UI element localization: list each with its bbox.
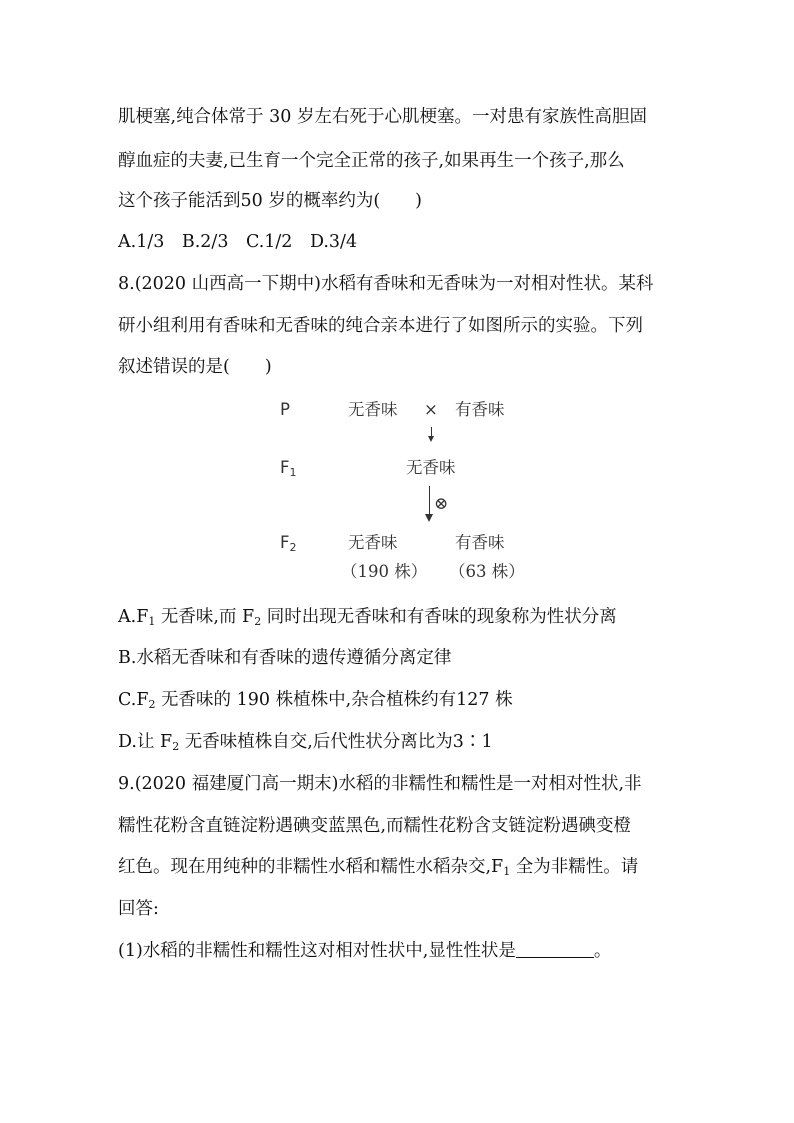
q9-subquestion-1: (1)水稻的非糯性和糯性这对相对性状中,显性性状是 。 [118,941,612,961]
cross-symbol: × [424,400,438,419]
p-parent-right: 有香味 [455,400,505,419]
q7-line-3: 这个孩子能活到50 岁的概率约为( ) [118,191,422,211]
arrow-p-to-f1-head [428,436,434,442]
answer-blank[interactable] [516,941,594,958]
arrow-f1-to-f2-shaft [429,486,430,516]
f2-left-count: （190 株） [341,562,428,581]
q9-line-1: 9.(2020 福建厦门高一期末)水稻的非糯性和糯性是一对相对性状,非 [118,774,642,794]
q8-line-3: 叙述错误的是( ) [118,357,272,377]
q9-line-2: 糯性花粉含直链淀粉遇碘变蓝黑色,而糯性花粉含支链淀粉遇碘变橙 [118,816,632,836]
f2-right-count: （63 株） [449,562,525,581]
q7-options: A.1/3 B.2/3 C.1/2 D.3/4 [118,232,358,252]
p-parent-left: 无香味 [348,400,398,419]
q8-line-2: 研小组利用有香味和无香味的纯合亲本进行了如图所示的实验。下列 [118,316,643,336]
q9-line-4: 回答: [118,899,159,919]
q7-line-2: 醇血症的夫妻,已生育一个完全正常的孩子,如果再生一个孩子,那么 [118,151,625,171]
q8-option-a: $A.F_1$ 无香味,而 $F_2$ 同时出现无香味和有香味的现象称为性状分离 [118,607,617,628]
q8-line-1: 8.(2020 山西高一下期中)水稻有香味和无香味为一对相对性状。某科 [118,274,654,294]
arrow-f1-to-f2-head [425,514,433,522]
f1-generation-label: $F_1$ [280,458,297,479]
f2-generation-label: $F_2$ [280,533,297,554]
p-generation-label: P [280,400,290,419]
q9-line-3: 红色。现在用纯种的非糯性水稻和糯性水稻杂交$,F_1$ 全为非糯性。请 [118,857,639,878]
q8-option-c: $C.F_2$ 无香味的 190 株植株中,杂合植株约有127 株 [118,690,513,711]
q8-option-b: B.水稻无香味和有香味的遗传遵循分离定律 [118,648,452,668]
f2-phenotype-right: 有香味 [455,533,505,552]
q8-option-d: D.让 $F_2$ 无香味植株自交,后代性状分离比为3∶1 [118,732,493,753]
selfing-symbol: ⊗ [434,494,449,514]
f1-phenotype: 无香味 [406,458,456,477]
f2-phenotype-left: 无香味 [348,533,398,552]
q7-line-1: 肌梗塞,纯合体常于 30 岁左右死于心肌梗塞。一对患有家族性高胆固 [118,107,647,127]
